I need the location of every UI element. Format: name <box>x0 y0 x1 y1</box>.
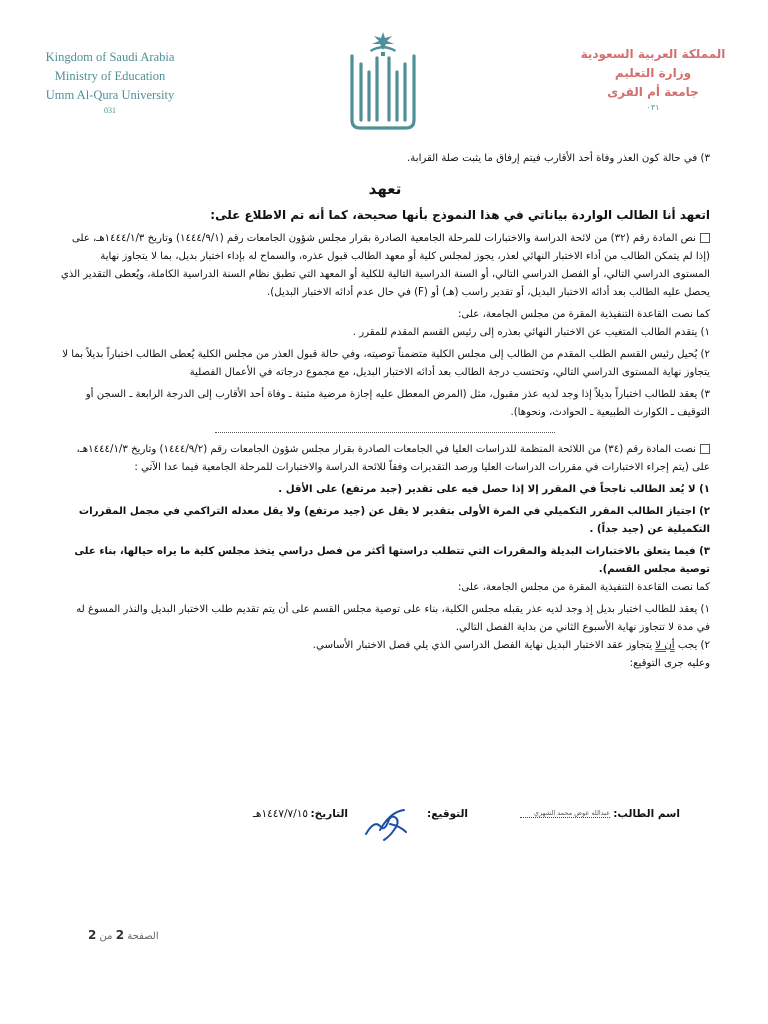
rule-2-suffix: يتجاوز عقد الاختبار البديل نهاية الفصل الدراسي الذي يلي فصل الاختبار الأساسي. <box>312 640 656 651</box>
student-name-value: عبدالله عوض محمد الشهري <box>520 809 610 818</box>
en-header-line-2: Ministry of Education <box>54 69 166 83</box>
english-header <box>30 48 190 117</box>
section2-item-3: ٣) فيما يتعلق بالاختبارات البديلة والمقررات التي تتطلب دراستها أكثر من فصل دراسي يتخذ مجلس كلية ما يراه حيالها، بناء على توصية مجلس القسم). <box>74 546 710 575</box>
en-header-line-3: Umm Al-Qura University <box>45 88 175 102</box>
ar-header-line-2: وزارة التعليم <box>614 66 692 80</box>
section1-item-2: ٢) يُحيل رئيس القسم الطلب المقدم من الطالب إلى مجلس الكلية متضمناً توصيته، وفي حالة قبول العذر من مجلس الكلية يُعطى الطالب اختباراً بديلاً بما لا يتجاوز نهاية المستوى الدراسي التالي، وتحتسب درجة الطالب بعد أدائه الاختبار البديل، مع مجموع درجاته في الأعمال الفصلية <box>62 349 710 378</box>
signature-label: التوقيع: <box>427 808 468 820</box>
section1-paragraph <box>60 230 710 302</box>
section1-item-3: ٣) يعقد للطالب اختباراً بديلاً إذا وجد لديه عذر مقبول، مثل (المرض المعطل عليه إجازة مرضية مثبتة ـ وفاة أحد الأقارب إلى الدرجة الرابعة ـ السجن أو التوقيف ـ الكوارث الطبيعية ـ الحوادث، ونحوها). <box>85 389 710 418</box>
date-value: ١٤٤٧/٧/١٥هـ <box>252 808 308 820</box>
intro-statement: اتعهد أنا الطالب الواردة بياناتي في هذا النموذج بأنها صحيحة، كما أنه تم الاطلاع على: <box>210 208 710 222</box>
page-number: 2 <box>115 928 125 942</box>
divider <box>215 432 555 433</box>
section1-rules-intro: كما نصت القاعدة التنفيذية المقرة من مجلس الجامعة، على: <box>458 309 710 320</box>
en-header-code: 031 <box>104 106 116 115</box>
page-footer <box>88 928 159 942</box>
university-logo-icon <box>348 28 418 132</box>
of-word: من <box>99 931 113 942</box>
ar-header-line-1: المملكة العربية السعودية <box>580 47 726 61</box>
page-total: 2 <box>88 928 97 942</box>
date-label: التاريخ: <box>310 808 348 820</box>
ar-header-line-3: جامعة أم القرى <box>607 85 699 99</box>
section1-text: نص المادة رقم (٣٢) من لائحة الدراسة والاختبارات للمرحلة الجامعية الصادرة بقرار مجلس شؤون الجامعات رقم (١٤٤٤/٩/١) وتاريخ ١٤٤٤/١/٣هـ، على (إذا لم يتمكن الطالب من أداء الاختبار النهائي لعذر، يجوز لمجلس كلية أو معهد الطالب قبول عذره، والسماح له بإداء اختبار بديل، بما لا يتجاوز نهاية المستوى الدراسي التالي، أو الفصل الدراسي التالي، أو السنة الدراسية التالية للكلية أو المعهد التي تطبق نظام السنة الدراسية الكاملة، ويُعطى التقدير الذي يحصل عليه الطالب بعد أدائه الاختبار البديل، أو تقدير راسب (هـ) أو (F) في حال عدم أدائه الاختبار البديل). <box>60 233 710 298</box>
section2-rule-1: ١) يعقد للطالب اختبار بديل إذ وجد لديه عذر يقبله مجلس الكلية، بناء على توصية مجلس القسم على أن يتم تقديم طلب الاختبار البديل والنذر المسوغ له في مدة لا تتجاوز نهاية الأسبوع الثاني من بداية الفصل التالي. <box>76 604 710 633</box>
document-title: تعهد <box>368 180 402 198</box>
top-note: ٣) في حالة كون العذر وفاة أحد الأقارب فيتم إرفاق ما يثبت صلة القرابة. <box>407 153 710 164</box>
section1-item-1: ١) يتقدم الطالب المتغيب عن الاختبار النهائي بعذره إلى رئيس القسم المقدم للمقرر . <box>352 327 710 338</box>
page-word: الصفحة <box>127 931 159 942</box>
en-header-line-1: Kingdom of Saudi Arabia <box>45 50 175 64</box>
rule-2-prefix: ٢) يجب <box>674 640 710 651</box>
rule-2-underlined: أن لا <box>655 640 675 651</box>
section2-text: نصت المادة رقم (٣٤) من اللائحة المنظمة للدراسات العليا في الجامعات الصادرة بقرار مجلس شؤون الجامعات رقم (١٤٤٤/٩/٢) وتاريخ ١٤٤٤/١/٣هـ، على (يتم إجراء الاختبارات في مقررات الدراسات العليا ورصد التقديرات وفقاً للائحة الدراسة والاختبارات للمرحلة الجامعية فيما عدا الآتي : <box>76 444 710 473</box>
document-body <box>60 150 710 673</box>
student-name-label: اسم الطالب: <box>613 808 680 820</box>
checkbox-icon[interactable] <box>700 233 710 243</box>
closing-line: وعليه جرى التوقيع: <box>629 658 710 669</box>
checkbox-icon[interactable] <box>700 444 710 454</box>
section2-item-1: ١) لا يُعد الطالب ناجحاً في المقرر إلا إذا حصل فيه على تقدير (جيد مرتفع) على الأقل . <box>278 484 710 495</box>
section2-paragraph <box>60 441 710 477</box>
section2-item-2: ٢) اجتياز الطالب المقرر التكميلي في المرة الأولى بتقدير لا يقل عن (جيد مرتفع) ولا يقل معدله التراكمي في مجمل المقررات التكميلية عن (جيد جداً) . <box>78 506 710 535</box>
ar-header-code: ٠٣١ <box>646 103 660 112</box>
handwritten-signature-icon <box>360 800 410 846</box>
section2-rule-2 <box>60 637 710 655</box>
arabic-header <box>568 45 738 114</box>
section2-rules-intro: كما نصت القاعدة التنفيذية المقرة من مجلس الجامعة، على: <box>458 582 710 593</box>
